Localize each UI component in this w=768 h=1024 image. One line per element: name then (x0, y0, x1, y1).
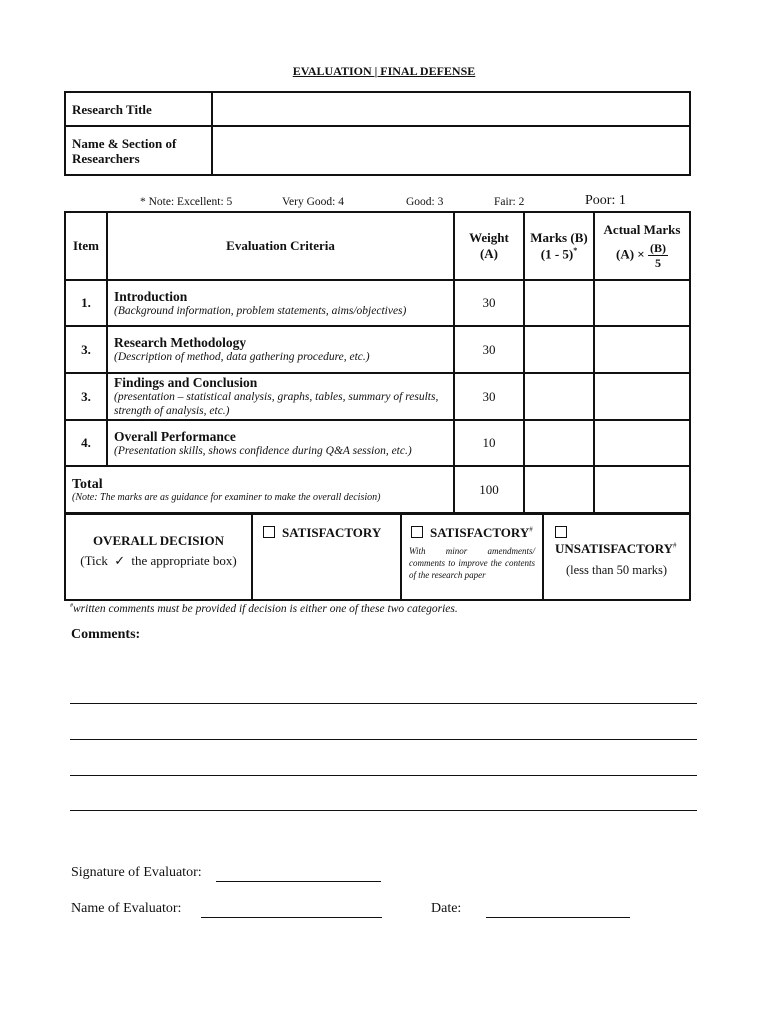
total-note: (Note: The marks are as guidance for examiner to make the overall decision) (72, 491, 381, 503)
header-criteria: Evaluation Criteria (107, 212, 454, 280)
fraction-denominator: 5 (654, 256, 661, 270)
row-actual-field[interactable] (594, 326, 690, 373)
row-actual-field[interactable] (594, 373, 690, 420)
footnote (70, 603, 458, 615)
option-satisfactory-label: SATISFACTORY (282, 525, 382, 540)
rating-note-good: Good: 3 (406, 196, 444, 208)
table-row (65, 280, 690, 326)
option-unsatisfactory-desc: (less than 50 marks) (565, 563, 668, 577)
researchers-label: Name & Section of Researchers (65, 126, 212, 175)
option-satisfactory[interactable] (252, 514, 401, 600)
total-row (65, 466, 690, 513)
header-weight-label: Weight (469, 230, 509, 245)
total-marks-field[interactable] (524, 466, 594, 513)
footnote-mark: # (70, 603, 73, 610)
row-item-number: 1. (65, 280, 107, 326)
footnote-text: written comments must be provided if decision is either one of these two categories. (73, 603, 458, 615)
criteria-title: Research Methodology (114, 335, 247, 350)
row-item-number: 3. (65, 326, 107, 373)
header-actual-marks (594, 212, 690, 280)
decision-instruction-pre: (Tick (80, 552, 108, 568)
research-info-table (64, 91, 691, 176)
header-weight-sub: (A) (479, 246, 499, 261)
option-unsatisfactory[interactable] (543, 514, 690, 600)
header-marks-sub: (1 - 5) (540, 246, 574, 262)
criteria-title: Findings and Conclusion (114, 375, 258, 390)
option-satisfactory-amendments-sup: # (529, 525, 533, 534)
total-weight: 100 (454, 466, 524, 513)
row-actual-field[interactable] (594, 280, 690, 326)
comments-label: Comments: (71, 627, 141, 642)
criteria-title: Introduction (114, 288, 188, 304)
signature-label: Signature of Evaluator: (71, 865, 202, 880)
criteria-title: Overall Performance (114, 428, 236, 444)
rating-note-excellent: * Note: Excellent: 5 (140, 196, 233, 208)
table-row (65, 326, 690, 373)
rating-note-poor: Poor: 1 (585, 193, 626, 208)
header-actual-label: Actual Marks (603, 222, 681, 237)
checkbox-unsatisfactory[interactable] (555, 526, 567, 538)
date-field[interactable] (486, 917, 630, 918)
row-marks-field[interactable] (524, 420, 594, 466)
criteria-description: (Background information, problem statements, aims/objectives) (114, 304, 407, 317)
overall-decision-cell (65, 514, 252, 600)
criteria-description: (Presentation skills, shows confidence during Q&A session, etc.) (114, 444, 412, 457)
checkbox-satisfactory[interactable] (263, 526, 275, 538)
header-actual-fraction (648, 241, 668, 270)
rating-note-fair: Fair: 2 (494, 196, 525, 208)
row-marks-field[interactable] (524, 373, 594, 420)
row-weight: 30 (454, 373, 524, 420)
total-actual-field[interactable] (594, 466, 690, 513)
research-title-field[interactable] (212, 92, 690, 126)
table-row (65, 373, 690, 420)
signature-field[interactable] (216, 881, 381, 882)
option-unsatisfactory-label: UNSATISFACTORY (555, 541, 674, 556)
comment-line-2[interactable] (70, 739, 697, 740)
row-weight: 30 (454, 280, 524, 326)
header-item: Item (65, 212, 107, 280)
row-actual-field[interactable] (594, 420, 690, 466)
row-weight: 30 (454, 326, 524, 373)
total-label: Total (72, 476, 103, 492)
row-weight: 10 (454, 420, 524, 466)
date-label: Date: (431, 901, 462, 916)
row-item-number: 4. (65, 420, 107, 466)
decision-table (64, 513, 691, 601)
header-weight (454, 212, 524, 280)
row-marks-field[interactable] (524, 326, 594, 373)
header-marks (524, 212, 594, 280)
rating-note-very-good: Very Good: 4 (282, 196, 344, 208)
option-satisfactory-amendments-label: SATISFACTORY (430, 525, 530, 540)
criteria-description: (Description of method, data gathering procedure, etc.) (114, 351, 370, 363)
researchers-field[interactable] (212, 126, 690, 175)
evaluator-name-label: Name of Evaluator: (71, 901, 182, 916)
criteria-description: (presentation – statistical analysis, graphs, tables, summary of results, strength of analysis, etc.) (114, 391, 439, 417)
row-item-number: 3. (65, 373, 107, 420)
research-title-label: Research Title (65, 92, 212, 126)
evaluator-name-field[interactable] (201, 917, 382, 918)
option-satisfactory-amendments[interactable] (401, 514, 543, 600)
comment-line-3[interactable] (70, 775, 697, 776)
comment-line-1[interactable] (70, 703, 697, 704)
row-marks-field[interactable] (524, 280, 594, 326)
tick-icon: ✓ (114, 552, 126, 568)
header-marks-sup: * (573, 245, 578, 255)
comment-line-4[interactable] (70, 810, 697, 811)
header-actual-prefix: (A) × (616, 246, 645, 262)
checkbox-satisfactory-amendments[interactable] (411, 526, 423, 538)
option-unsatisfactory-sup: # (673, 541, 677, 550)
header-marks-label: Marks (B) (530, 229, 588, 245)
evaluation-table (64, 211, 691, 514)
fraction-numerator: (B) (649, 241, 666, 255)
overall-decision-label: OVERALL DECISION (92, 532, 225, 548)
option-satisfactory-amendments-desc: With minor amendments/ comments to improve the contents of the research paper (409, 546, 535, 580)
decision-instruction-post: the appropriate box) (131, 552, 237, 568)
form-title: EVALUATION | FINAL DEFENSE (292, 64, 476, 78)
table-row (65, 420, 690, 466)
